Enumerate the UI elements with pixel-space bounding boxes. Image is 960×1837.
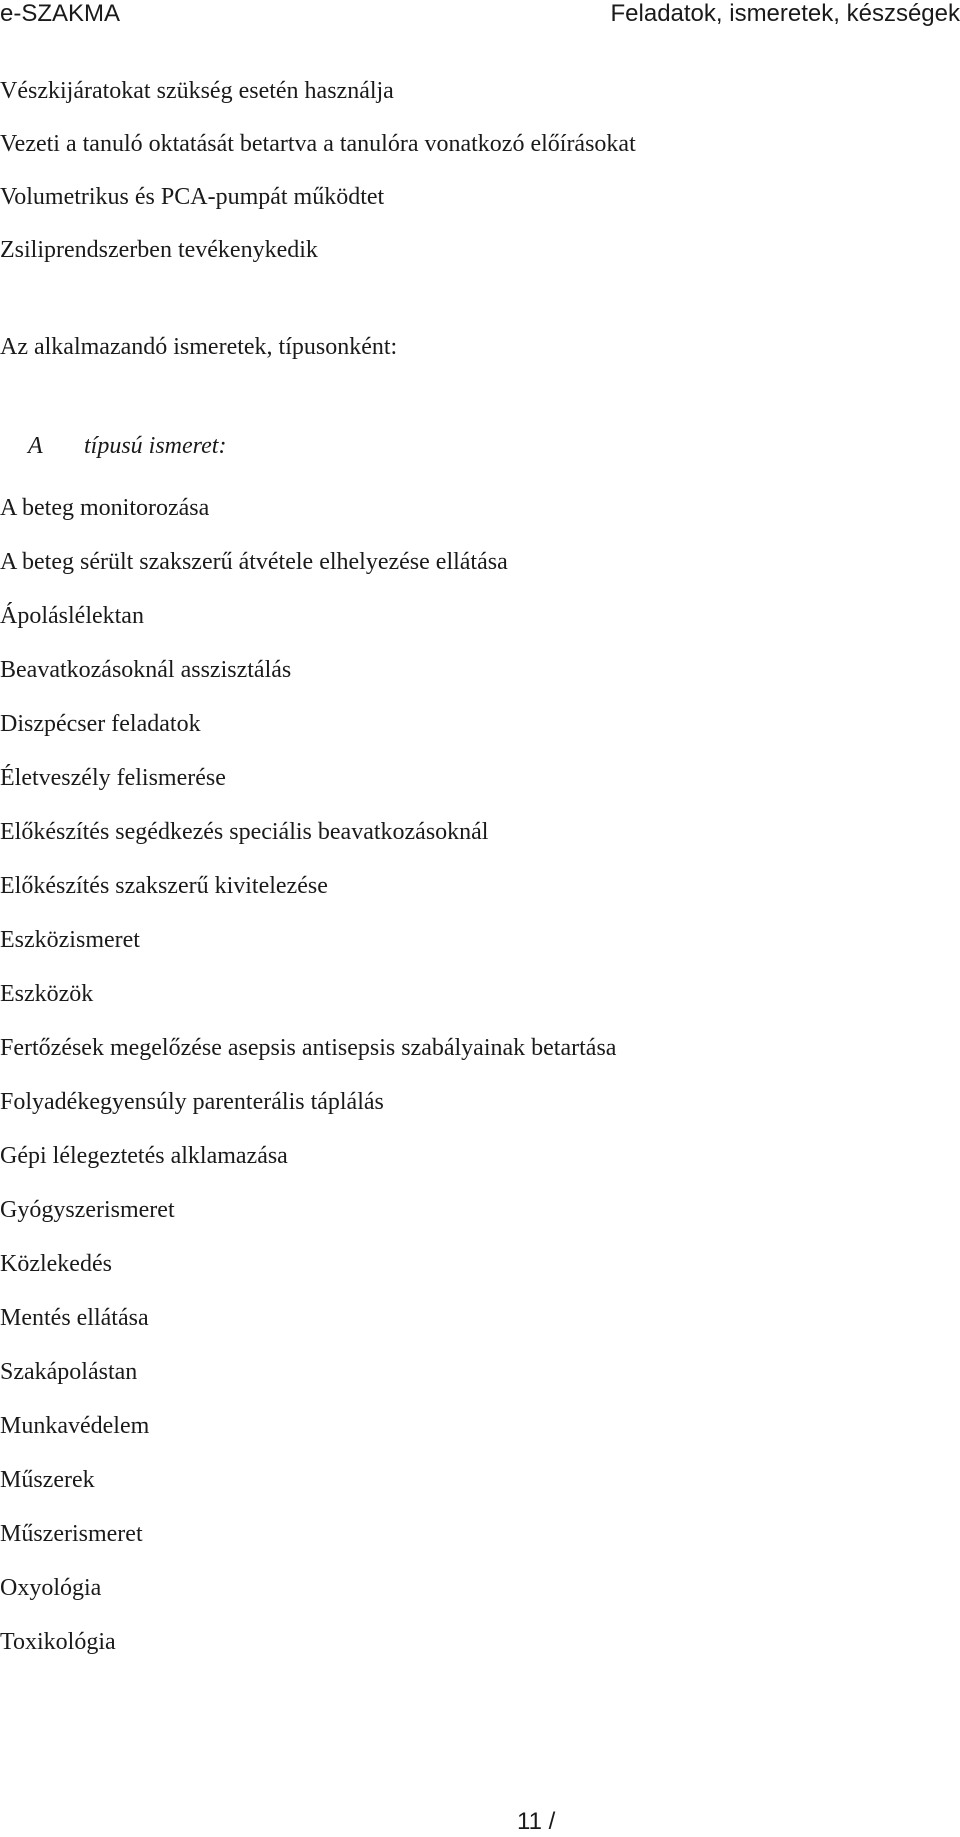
section-heading: Az alkalmazandó ismeretek, típusonként:: [0, 334, 398, 360]
knowledge-item: Fertőzések megelőzése asepsis antisepsis szabályainak betartása: [0, 1035, 617, 1061]
knowledge-item: Előkészítés segédkezés speciális beavatkozásoknál: [0, 819, 489, 845]
knowledge-item: Diszpécser feladatok: [0, 711, 201, 737]
intro-line: Zsiliprendszerben tevékenykedik: [0, 237, 318, 263]
knowledge-item: Oxyológia: [0, 1575, 102, 1601]
knowledge-item: Gyógyszerismeret: [0, 1197, 175, 1223]
knowledge-item: Mentés ellátása: [0, 1305, 149, 1331]
type-label: [28, 433, 226, 460]
knowledge-item: Műszerismeret: [0, 1521, 143, 1547]
knowledge-item: A beteg monitorozása: [0, 495, 210, 521]
page-header: [0, 0, 960, 40]
page-number: 11 /: [517, 1808, 556, 1835]
knowledge-item: Beavatkozásoknál asszisztálás: [0, 657, 292, 683]
intro-line: Vezeti a tanuló oktatását betartva a tanulóra vonatkozó előírásokat: [0, 131, 636, 157]
knowledge-item: Szakápolástan: [0, 1359, 138, 1385]
knowledge-item: Eszközismeret: [0, 927, 140, 953]
knowledge-item: Életveszély felismerése: [0, 765, 226, 791]
knowledge-item: Eszközök: [0, 981, 94, 1007]
knowledge-item: Előkészítés szakszerű kivitelezése: [0, 873, 328, 899]
type-letter: A: [28, 433, 43, 459]
knowledge-item: Folyadékegyensúly parenterális táplálás: [0, 1089, 384, 1115]
header-section-title: Feladatok, ismeretek, készségek: [610, 0, 960, 27]
knowledge-item: Műszerek: [0, 1467, 95, 1493]
intro-line: Volumetrikus és PCA-pumpát működtet: [0, 184, 385, 210]
knowledge-item: A beteg sérült szakszerű átvétele elhelyezése ellátása: [0, 549, 508, 575]
knowledge-item: Toxikológia: [0, 1629, 116, 1655]
intro-line: Vészkijáratokat szükség esetén használja: [0, 78, 394, 104]
knowledge-item: Munkavédelem: [0, 1413, 150, 1439]
knowledge-item: Ápoláslélektan: [0, 603, 144, 629]
knowledge-item: Közlekedés: [0, 1251, 112, 1277]
knowledge-item: Gépi lélegeztetés alklamazása: [0, 1143, 288, 1169]
type-text: típusú ismeret:: [84, 433, 227, 459]
header-brand: e-SZAKMA: [0, 0, 121, 27]
